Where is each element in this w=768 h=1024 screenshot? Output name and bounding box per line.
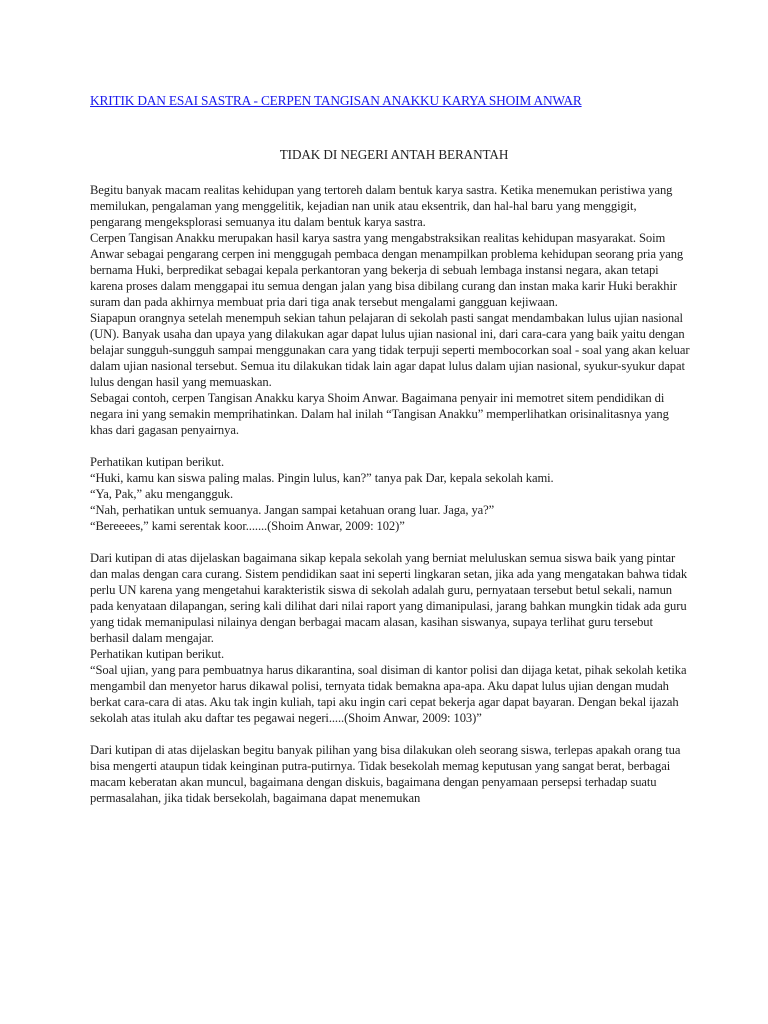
quote-block: “Soal ujian, yang para pembuatnya harus dikarantina, soal disiman di kantor polisi dan dijaga ketat, pihak sekolah ketika mengambil dan menyetor harus dikawal polisi, ternyata tidak bemakna apa-apa. Aku dapat lulus ujian dengan mudah berkat cara-cara di atas. Aku tak ingin kuliah, tapi aku ingin cari cepat bekerja agar dapat bayaran. Dengan bekal ijazah sekolah atas itulah aku daftar tes pegawai negeri.....(Shoim Anwar, 2009: 103)” bbox=[90, 663, 687, 725]
paragraph-analysis-1: Dari kutipan di atas dijelaskan bagaimana sikap kepala sekolah yang berniat meluluskan semua siswa baik yang pintar dan malas dengan cara curang. Sistem pendidikan saat ini seperti lingkaran setan, jika ada yang mengatakan bahwa tidak perlu UN karena yang mengetahui karakteristik siswa di sekolah adalah guru, pernyataan tersebut betul sekali, namun pada kenyataan dilapangan, sering kali dilihat dari nilai raport yang dimanipulasi, jarang bahkan mungkin tidak ada guru yang tidak memanipulasi nilainya dengan berbagai macam alasan, kasihan siswanya, supaya terlihat guru tersebut berhasil dalam mengajar. bbox=[90, 551, 688, 645]
quote-line: “Ya, Pak,” aku mengangguk. bbox=[90, 487, 234, 501]
quote-line: “Huki, kamu kan siswa paling malas. Pingin lulus, kan?” tanya pak Dar, kepala sekolah kami. bbox=[90, 471, 554, 485]
document-content bbox=[90, 92, 690, 806]
quote-line: “Bereeees,” kami serentak koor.......(Shoim Anwar, 2009: 102)” bbox=[90, 519, 405, 533]
paragraph-gap bbox=[90, 726, 690, 742]
paragraph-analysis-2: Dari kutipan di atas dijelaskan begitu banyak pilihan yang bisa dilakukan oleh seorang siswa, terlepas apakah orang tua bisa mengerti ataupun tidak keinginan putra-putirnya. Tidak besekolah memag keputusan yang sangat berat, berbagai macam keberatan akan muncul, bagaimana dengan diskuis, bagaimana dengan penyamaan persepsi terhadap suatu permasalahan, jika tidak bersekolah, bagaimana dapat menemukan bbox=[90, 743, 681, 805]
paragraph-contoh: Sebagai contoh, cerpen Tangisan Anakku karya Shoim Anwar. Bagaimana penyair ini memotret sitem pendidikan di negara ini yang semakin memprihatinkan. Dalam hal inilah “Tangisan Anakku” memperlihatkan orisinalitasnya yang khas dari gagasan penyairnya. bbox=[90, 391, 669, 437]
article-link[interactable]: KRITIK DAN ESAI SASTRA - CERPEN TANGISAN ANAKKU KARYA SHOIM ANWAR bbox=[90, 93, 582, 108]
paragraph-intro: Begitu banyak macam realitas kehidupan yang tertoreh dalam bentuk karya sastra. Ketika menemukan peristiwa yang memilukan, pengalaman yang menggelitik, kejadian nan unik atau eksentrik, dan hal-hal baru yang menggigit, pengarang mengeksplorasi semuanya itu dalam bentuk karya sastra. bbox=[90, 183, 673, 229]
paragraph-gap bbox=[90, 534, 690, 550]
paragraph-ujian-nasional: Siapapun orangnya setelah menempuh sekian tahun pelajaran di sekolah pasti sangat mendambakan lulus ujian nasional (UN). Banyak usaha dan upaya yang dilakukan agar dapat lulus ujian nasional ini, dari cara-cara yang baik yaitu dengan belajar sungguh-sungguh sampai menggunakan cara yang tidak terpuji seperti membocorkan soal - soal yang akan keluar dalam ujian nasional tersebut. Semua itu dilakukan tidak lain agar dapat lulus dalam ujian nasional, syukur-syukur dapat lulus dengan hasil yang memuaskan. bbox=[90, 311, 690, 389]
paragraph-kutipan-label: Perhatikan kutipan berikut. bbox=[90, 455, 225, 469]
paragraph-gap bbox=[90, 438, 690, 454]
paragraph-kutipan-label: Perhatikan kutipan berikut. bbox=[90, 647, 225, 661]
paragraph-cerpen-summary: Cerpen Tangisan Anakku merupakan hasil karya sastra yang mengabstraksikan realitas kehidupan masyarakat. Soim Anwar sebagai pengarang cerpen ini menggugah pembaca dengan menampilkan problema kehidupan seorang pria yang bernama Huki, berpredikat sebagai kepala perkantoran yang bekerja di sebuah lembaga instansi negara, akan tetapi karena proses dalam menggapai itu semua dengan jalan yang bisa dibilang curang dan instan maka karir Huki berakhir suram dan pada akhirnya membuat pria dari tiga anak tersebut mengalami gangguan kejiwaan. bbox=[90, 231, 684, 309]
quote-line: “Nah, perhatikan untuk semuanya. Jangan sampai ketahuan orang luar. Jaga, ya?” bbox=[90, 503, 495, 517]
article-title: TIDAK DI NEGERI ANTAH BERANTAH bbox=[279, 147, 509, 162]
